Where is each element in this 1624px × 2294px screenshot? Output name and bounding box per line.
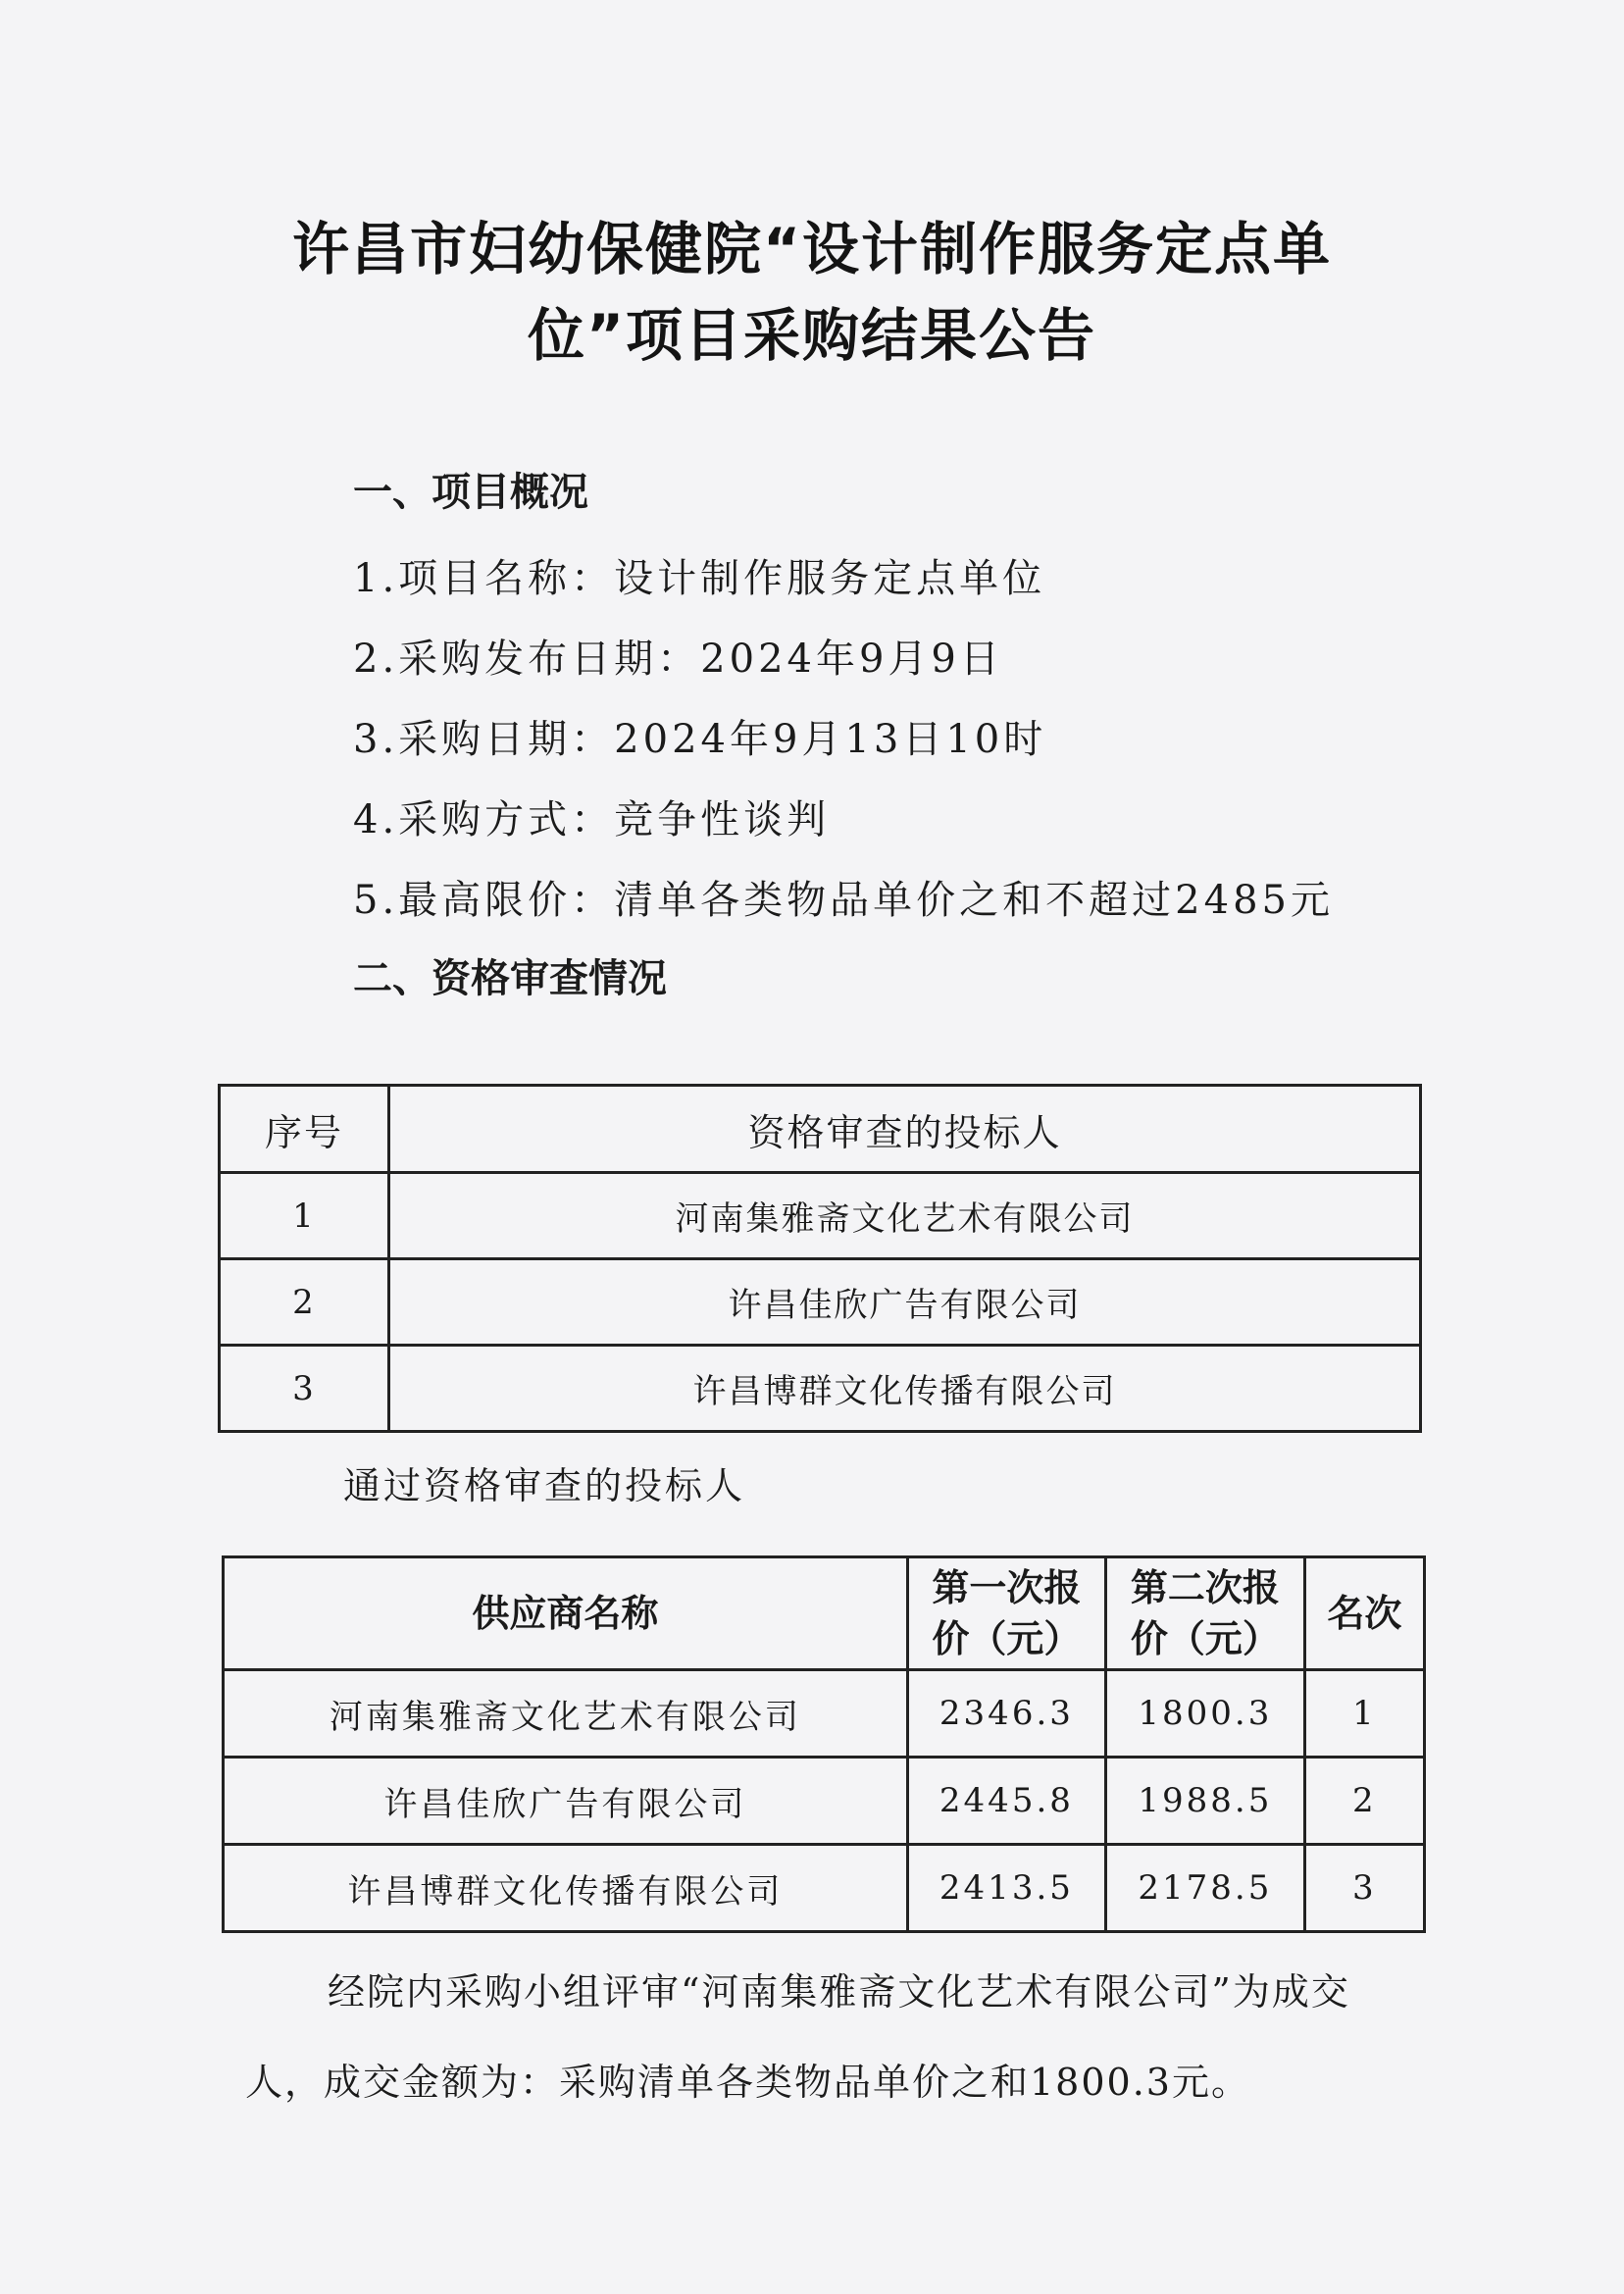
section-heading-overview: 一、项目概况 — [353, 470, 588, 515]
cell-serial: 3 — [220, 1346, 389, 1432]
item-value: 设计制作服务定点单位 — [614, 556, 1046, 601]
cell-supplier: 河南集雅斋文化艺术有限公司 — [224, 1670, 908, 1758]
cell-bidder: 许昌佳欣广告有限公司 — [389, 1259, 1421, 1346]
item-publish-date — [353, 628, 1003, 684]
cell-rank: 1 — [1304, 1670, 1424, 1758]
cell-rank: 3 — [1304, 1845, 1424, 1932]
document-title — [196, 206, 1428, 379]
item-project-name — [353, 547, 1045, 603]
header-supplier-name: 供应商名称 — [224, 1557, 908, 1670]
header-second-quote-line2: 价（元） — [1130, 1617, 1280, 1660]
table-row — [220, 1346, 1421, 1432]
cell-second-quote: 1800.3 — [1106, 1670, 1304, 1758]
cell-second-quote: 1988.5 — [1106, 1758, 1304, 1845]
qualification-table — [218, 1084, 1422, 1433]
conclusion-paragraph: 经院内采购小组评审“河南集雅斋文化艺术有限公司”为成交人，成交金额为：采购清单各类物品单价之和1800.3元。 — [245, 1970, 1350, 2104]
title-line-2: 位”项目采购结果公告 — [527, 302, 1097, 369]
header-first-quote-line2: 价（元） — [932, 1617, 1082, 1660]
table-row — [224, 1670, 1425, 1758]
table-header-row — [224, 1557, 1425, 1670]
item-procurement-date — [353, 708, 1046, 764]
title-line-1: 许昌市妇幼保健院“设计制作服务定点单 — [291, 216, 1333, 282]
section-heading-qualification: 二、资格审查情况 — [353, 956, 667, 1001]
cell-supplier: 许昌博群文化传播有限公司 — [224, 1845, 908, 1932]
item-label: 5.最高限价： — [353, 878, 615, 923]
cell-second-quote: 2178.5 — [1106, 1845, 1304, 1932]
cell-first-quote: 2346.3 — [907, 1670, 1105, 1758]
header-first-quote-line1: 第一次报 — [932, 1566, 1082, 1609]
cell-supplier: 许昌佳欣广告有限公司 — [224, 1758, 908, 1845]
header-first-quote — [907, 1557, 1105, 1670]
cell-first-quote: 2413.5 — [907, 1845, 1105, 1932]
cell-bidder: 河南集雅斋文化艺术有限公司 — [389, 1173, 1421, 1259]
item-label: 4.采购方式： — [353, 797, 615, 842]
header-bidder: 资格审查的投标人 — [389, 1086, 1421, 1173]
item-label: 2.采购发布日期： — [353, 637, 701, 682]
cell-serial: 2 — [220, 1259, 389, 1346]
table-row — [224, 1758, 1425, 1845]
cell-serial: 1 — [220, 1173, 389, 1259]
cell-first-quote: 2445.8 — [907, 1758, 1105, 1845]
item-label: 1.项目名称： — [353, 556, 615, 601]
quotation-table — [222, 1555, 1426, 1933]
item-value: 2024年9月9日 — [700, 637, 1003, 682]
item-procurement-method — [353, 789, 830, 844]
passed-bidders-caption: 通过资格审查的投标人 — [343, 1464, 746, 1507]
item-value: 清单各类物品单价之和不超过2485元 — [614, 878, 1334, 923]
item-price-cap — [353, 869, 1334, 925]
table-row — [220, 1173, 1421, 1259]
cell-bidder: 许昌博群文化传播有限公司 — [389, 1346, 1421, 1432]
item-value: 2024年9月13日10时 — [614, 717, 1047, 762]
table-row — [224, 1845, 1425, 1932]
header-second-quote-line1: 第二次报 — [1130, 1566, 1280, 1609]
table-header-row — [220, 1086, 1421, 1173]
header-serial: 序号 — [220, 1086, 389, 1173]
cell-rank: 2 — [1304, 1758, 1424, 1845]
item-value: 竞争性谈判 — [614, 797, 831, 842]
table-row — [220, 1259, 1421, 1346]
item-label: 3.采购日期： — [353, 717, 615, 762]
header-second-quote — [1106, 1557, 1304, 1670]
header-rank: 名次 — [1304, 1557, 1424, 1670]
